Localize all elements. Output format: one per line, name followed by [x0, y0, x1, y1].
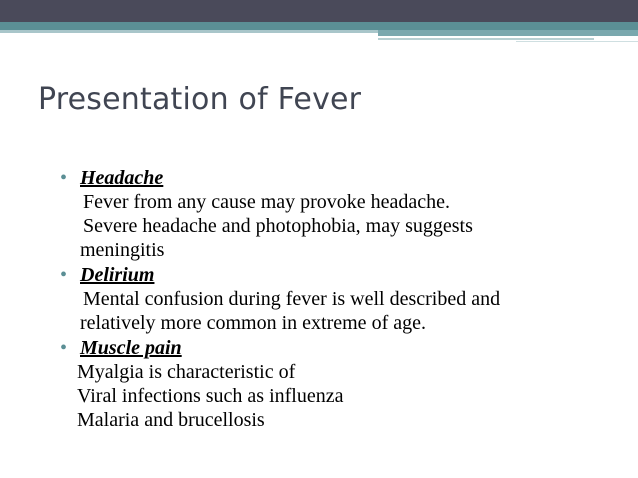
bullet-heading: Delirium — [80, 264, 155, 286]
body-line: relatively more common in extreme of age. — [80, 312, 426, 334]
bullet-muscle-pain — [60, 336, 620, 360]
slide-body — [60, 166, 620, 432]
header-band-teal — [0, 22, 638, 30]
body-line: meningitis — [80, 239, 165, 261]
bullet-icon: • — [60, 167, 68, 189]
body-line: Viral infections such as influenza — [77, 385, 344, 407]
bullet-icon: • — [60, 264, 68, 286]
body-line: Mental confusion during fever is well described and — [83, 288, 501, 310]
bullet-heading: Muscle pain — [80, 337, 182, 359]
header-band-thin — [378, 38, 594, 40]
header-band-light — [0, 30, 378, 33]
header-band-thin-2 — [516, 41, 638, 42]
body-line: Myalgia is characteristic of — [77, 361, 296, 383]
bullet-headache — [60, 166, 620, 190]
slide-title: Presentation of Fever — [38, 82, 362, 117]
bullet-delirium — [60, 263, 620, 287]
body-line: Fever from any cause may provoke headache. — [83, 191, 451, 213]
header-band-dark — [0, 0, 638, 22]
bullet-heading: Headache — [80, 167, 164, 189]
body-line: Malaria and brucellosis — [77, 409, 265, 431]
bullet-icon: • — [60, 337, 68, 359]
body-line: Severe headache and photophobia, may suggests — [83, 215, 473, 237]
header-band-accent — [378, 30, 638, 36]
